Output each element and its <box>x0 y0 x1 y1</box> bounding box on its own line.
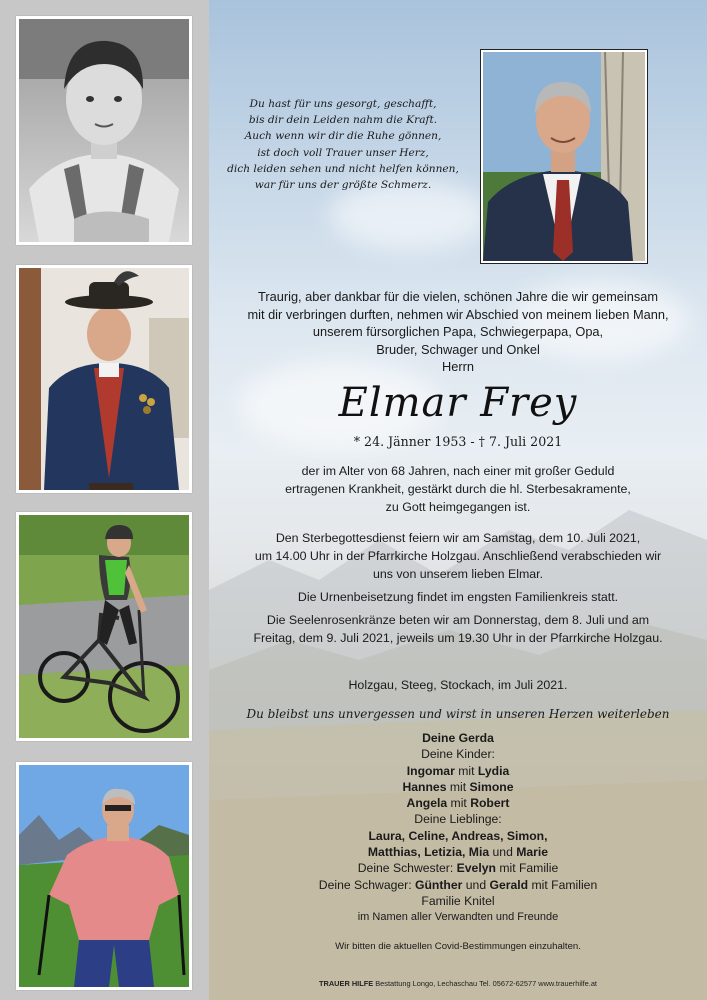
photo-traditional-costume <box>16 265 192 493</box>
obituary-main <box>209 0 707 1000</box>
wife-name: Deine Gerda <box>422 731 494 745</box>
funeral-line: Den Sterbegottesdienst feiern wir am Samstag, dem 10. Juli 2021, <box>275 531 641 545</box>
photo-childhood <box>16 16 192 245</box>
rosary-text <box>209 612 707 648</box>
footer-contact: Bestattung Longo, Lechaschau Tel. 05672-62577 www.trauerhilfe.at <box>375 979 597 988</box>
poem-line: Auch wenn wir dir die Ruhe gönnen, <box>244 130 442 143</box>
photo-sidebar <box>0 0 209 1000</box>
passing-line: zu Gott heimgegangen ist. <box>385 499 531 514</box>
grandchildren-label: Deine Lieblinge: <box>414 812 502 827</box>
sister-entry: Deine Schwester: Evelyn mit Familie <box>357 861 559 876</box>
intro-line: mit dir verbringen durften, nehmen wir Abschied von meinem lieben Mann, <box>247 306 669 322</box>
hiking-photo-image <box>19 765 189 987</box>
intro-line: unserem fürsorglichen Papa, Schwiegerpapa, Opa, <box>312 324 604 340</box>
farewell-line: Du bleibst uns unvergessen und wirst in unseren Herzen weiterleben <box>246 707 670 721</box>
funeral-line: uns von unserem lieben Elmar. <box>372 566 544 581</box>
grandchildren-entry: Matthias, Letizia, Mia und Marie <box>367 845 549 860</box>
intro-line: Bruder, Schwager und Onkel <box>376 341 540 357</box>
portrait-image <box>483 52 645 261</box>
photo-hiking <box>16 762 192 990</box>
childhood-photo-image <box>19 19 189 242</box>
brothers-in-law-entry: Deine Schwager: Günther und Gerald mit Familien <box>318 877 598 892</box>
passing-line: ertragenen Krankheit, gestärkt durch die hl. Sterbesakramente, <box>285 481 631 496</box>
relatives-line: im Namen aller Verwandten und Freunde <box>357 911 559 924</box>
child-entry: Angela mit Robert <box>406 796 510 811</box>
life-dates: * 24. Jänner 1953 - † 7. Juli 2021 <box>353 434 563 449</box>
deceased-name: Elmar Frey <box>338 380 578 426</box>
covid-notice: Wir bitten die aktuellen Covid-Bestimmungen einzuhalten. <box>335 941 581 952</box>
funeral-service-text <box>209 530 707 583</box>
child-entry: Ingomar mit Lydia <box>406 763 510 778</box>
funeral-line: um 14.00 Uhr in der Pfarrkirche Holzgau. Anschließend verabschieden wir <box>254 548 662 563</box>
mourners-list <box>209 730 707 926</box>
poem-line: Du hast für uns gesorgt, geschafft, <box>249 98 437 110</box>
rosary-line: Freitag, dem 9. Juli 2021, jeweils um 19.30 Uhr in der Pfarrkirche Holzgau. <box>253 630 663 645</box>
poem-line: war für uns der größte Schmerz. <box>254 179 432 192</box>
place-date-line: Holzgau, Steeg, Stockach, im Juli 2021. <box>348 678 568 692</box>
costume-photo-image <box>19 268 189 490</box>
footer-brand: TRAUER HILFE <box>318 979 374 988</box>
knitel-family: Familie Knitel <box>421 893 495 908</box>
urn-line: Die Urnenbeisetzung findet im engsten Familienkreis statt. <box>297 590 619 604</box>
footer <box>209 979 707 989</box>
children-label: Deine Kinder: <box>421 747 495 762</box>
poem <box>219 96 467 193</box>
place-date-text <box>209 677 707 695</box>
intro-honorific: Herrn <box>442 359 474 375</box>
grandchildren-names: Laura, Celine, Andreas, Simon, <box>368 828 548 843</box>
poem-line: ist doch voll Trauer unser Herz, <box>257 146 429 159</box>
bike-photo-image <box>19 515 189 738</box>
rosary-line: Die Seelenrosenkränze beten wir am Donnerstag, dem 8. Juli und am <box>266 613 650 627</box>
portrait-photo <box>480 49 648 264</box>
photo-mountain-bike <box>16 512 192 741</box>
intro-text <box>209 288 707 376</box>
poem-line: bis dir dein Leiden nahm die Kraft. <box>248 114 438 127</box>
passing-text <box>209 463 707 516</box>
child-entry: Hannes mit Simone <box>402 779 514 794</box>
poem-line: dich leiden sehen und nicht helfen können, <box>227 162 459 175</box>
passing-line: der im Alter von 68 Jahren, nach einer mit großer Geduld <box>301 464 615 478</box>
intro-line: Traurig, aber dankbar für die vielen, schönen Jahre die wir gemeinsam <box>258 289 658 304</box>
urn-burial-text <box>209 589 707 607</box>
